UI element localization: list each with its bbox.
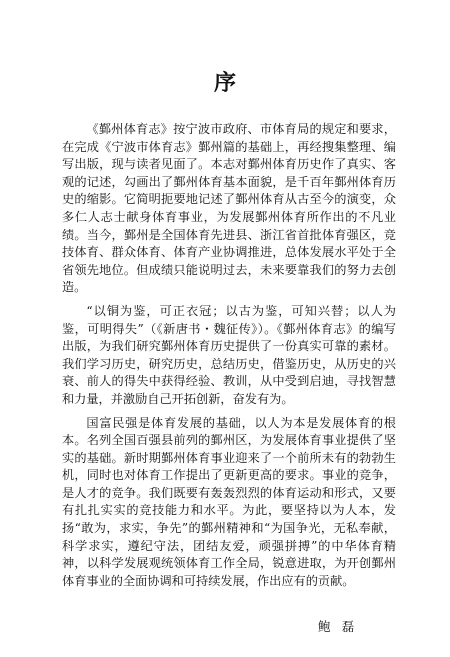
page-title: 序 [213,70,236,96]
paragraph-1: 《鄞州体育志》按宁波市政府、市体育局的规定和要求，在完成《宁波市体育志》鄞州篇的基础上，再经搜集整理、编写出版，现与读者见面了。本志对鄞州体育历史作了真实、客观的记述，勾画出了鄞州体育基本面貌，是千百年鄞州体育历史的缩影。它简明扼要地记述了鄞州体育从古至今的演变，众多仁人志士献身体育事业，为发展鄞州体育所作出的不凡业绩。当今，鄞州是全国体育先进县、浙江省首批体育强区，竞技体育、群众体育、体育产业协调推进，总体发展水平处于全省领先地位。但成绩只能说明过去，未来要靠我们的努力去创造。 [62,122,396,295]
preface-body [62,121,396,596]
paragraph-3: 国富民强是体育发展的基础，以人为本是发展体育的根本。名列全国百强县前列的鄞州区，为发展体育事业提供了坚实的基础。新时期鄞州体育事业迎来了一个前所未有的勃勃生机，同时也对体育工作提出了更新更高的要求。事业的竞争，是人才的竞争。我们既要有轰轰烈烈的体育运动和形式，又要有扎扎实实的竞技能力和水平。为此，要坚持以为人本，发扬“敢为，求实，争先”的鄞州精神和“为国争光，无私奉献，科学求实，遵纪守法，团结友爱，顽强拼搏”的中华体育精神，以科学发展观统领体育工作全局，锐意进取，为开创鄞州体育事业的全面协调和可持续发展，作出应有的贡献。 [62,415,396,588]
paragraph-2: “以铜为鉴，可正衣冠；以古为鉴，可知兴替；以人为鉴，可明得失”（《新唐书・魏征传》）。《鄞州体育志》的编写出版，为我们研究鄞州体育历史提供了一份真实可靠的素材。我们学习历史，研究历史，总结历史，借鉴历史，从历史的兴衰、前人的得失中获得经验、教训，从中受到启迪，寻找智慧和力量，并激励自己开拓创新，奋发有为。 [62,303,396,406]
author-signature: 鲍磊 [318,619,366,634]
